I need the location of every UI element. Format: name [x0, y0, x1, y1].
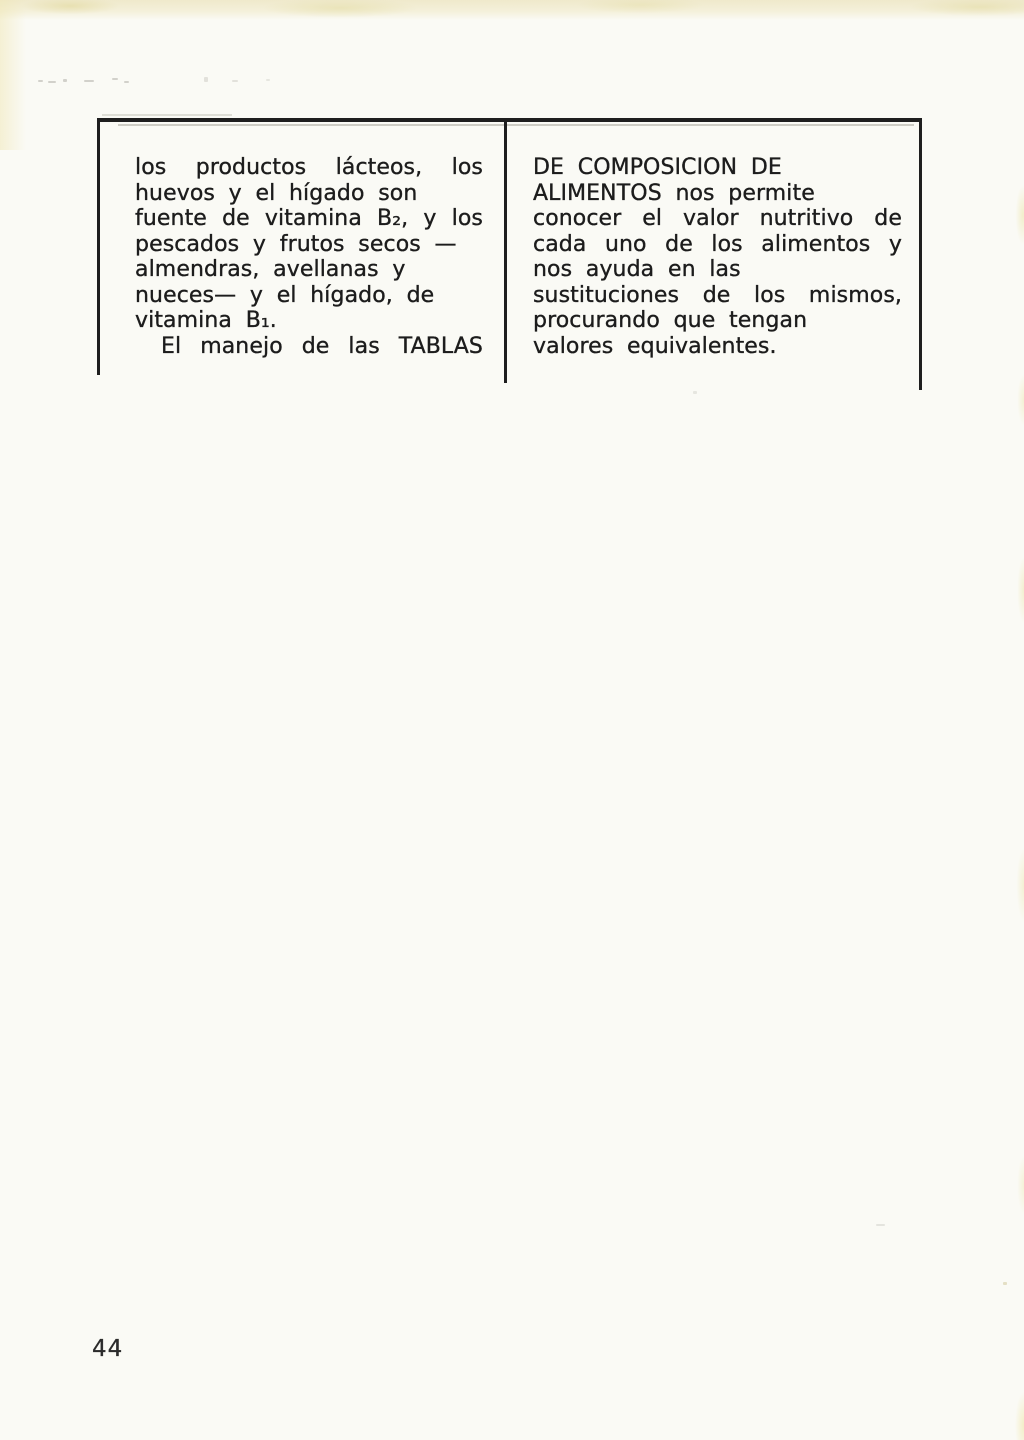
table-column-left — [135, 155, 483, 359]
scan-speck — [48, 81, 56, 83]
text-line: los productos lácteos, los — [135, 155, 483, 180]
scan-speck — [266, 79, 270, 81]
scan-speck — [1003, 1282, 1007, 1285]
page-number: 44 — [92, 1336, 124, 1362]
scan-speck — [204, 77, 208, 82]
frame-right-rule — [919, 118, 922, 390]
scan-speck — [38, 80, 43, 82]
text-line: nueces— y el hígado, de — [135, 282, 435, 308]
text-line: pescados y frutos secos — — [135, 231, 457, 257]
scan-speck — [232, 80, 238, 82]
text-line: sustituciones de los mismos, — [533, 282, 902, 308]
scan-speck — [84, 80, 94, 82]
table-column-right — [533, 155, 902, 359]
text-line: cada uno de los alimentos y — [533, 231, 902, 257]
text-line: valores equivalentes. — [533, 333, 777, 359]
text-line: fuente de vitamina B₂, y los — [135, 206, 483, 231]
frame-top-rule — [97, 118, 922, 122]
scan-tint-left-edge — [0, 0, 26, 150]
frame-divider-rule — [504, 118, 507, 383]
text-line: vitamina B₁. — [135, 308, 277, 333]
text-line: huevos y el hígado son — [135, 180, 418, 206]
scan-speck — [112, 78, 118, 80]
text-line: procurando que tengan — [533, 308, 808, 333]
text-line: almendras, avellanas y — [135, 257, 406, 282]
text-line: conocer el valor nutritivo de — [533, 206, 902, 231]
scan-speck — [63, 79, 67, 82]
text-line: nos ayuda en las — [533, 257, 741, 282]
scan-speck — [124, 81, 129, 83]
scan-speck — [876, 1224, 885, 1226]
text-line: DE COMPOSICION DE — [533, 155, 782, 180]
scan-tint-right-edge — [1010, 0, 1024, 1440]
scan-speck — [693, 391, 697, 394]
scan-tint-top-band — [0, 0, 1024, 20]
frame-scan-echo — [102, 114, 232, 116]
text-line: El manejo de las TABLAS — [161, 333, 483, 359]
frame-left-rule — [97, 118, 100, 375]
text-line: ALIMENTOS nos permite — [533, 180, 815, 206]
frame-scan-echo — [118, 124, 914, 126]
